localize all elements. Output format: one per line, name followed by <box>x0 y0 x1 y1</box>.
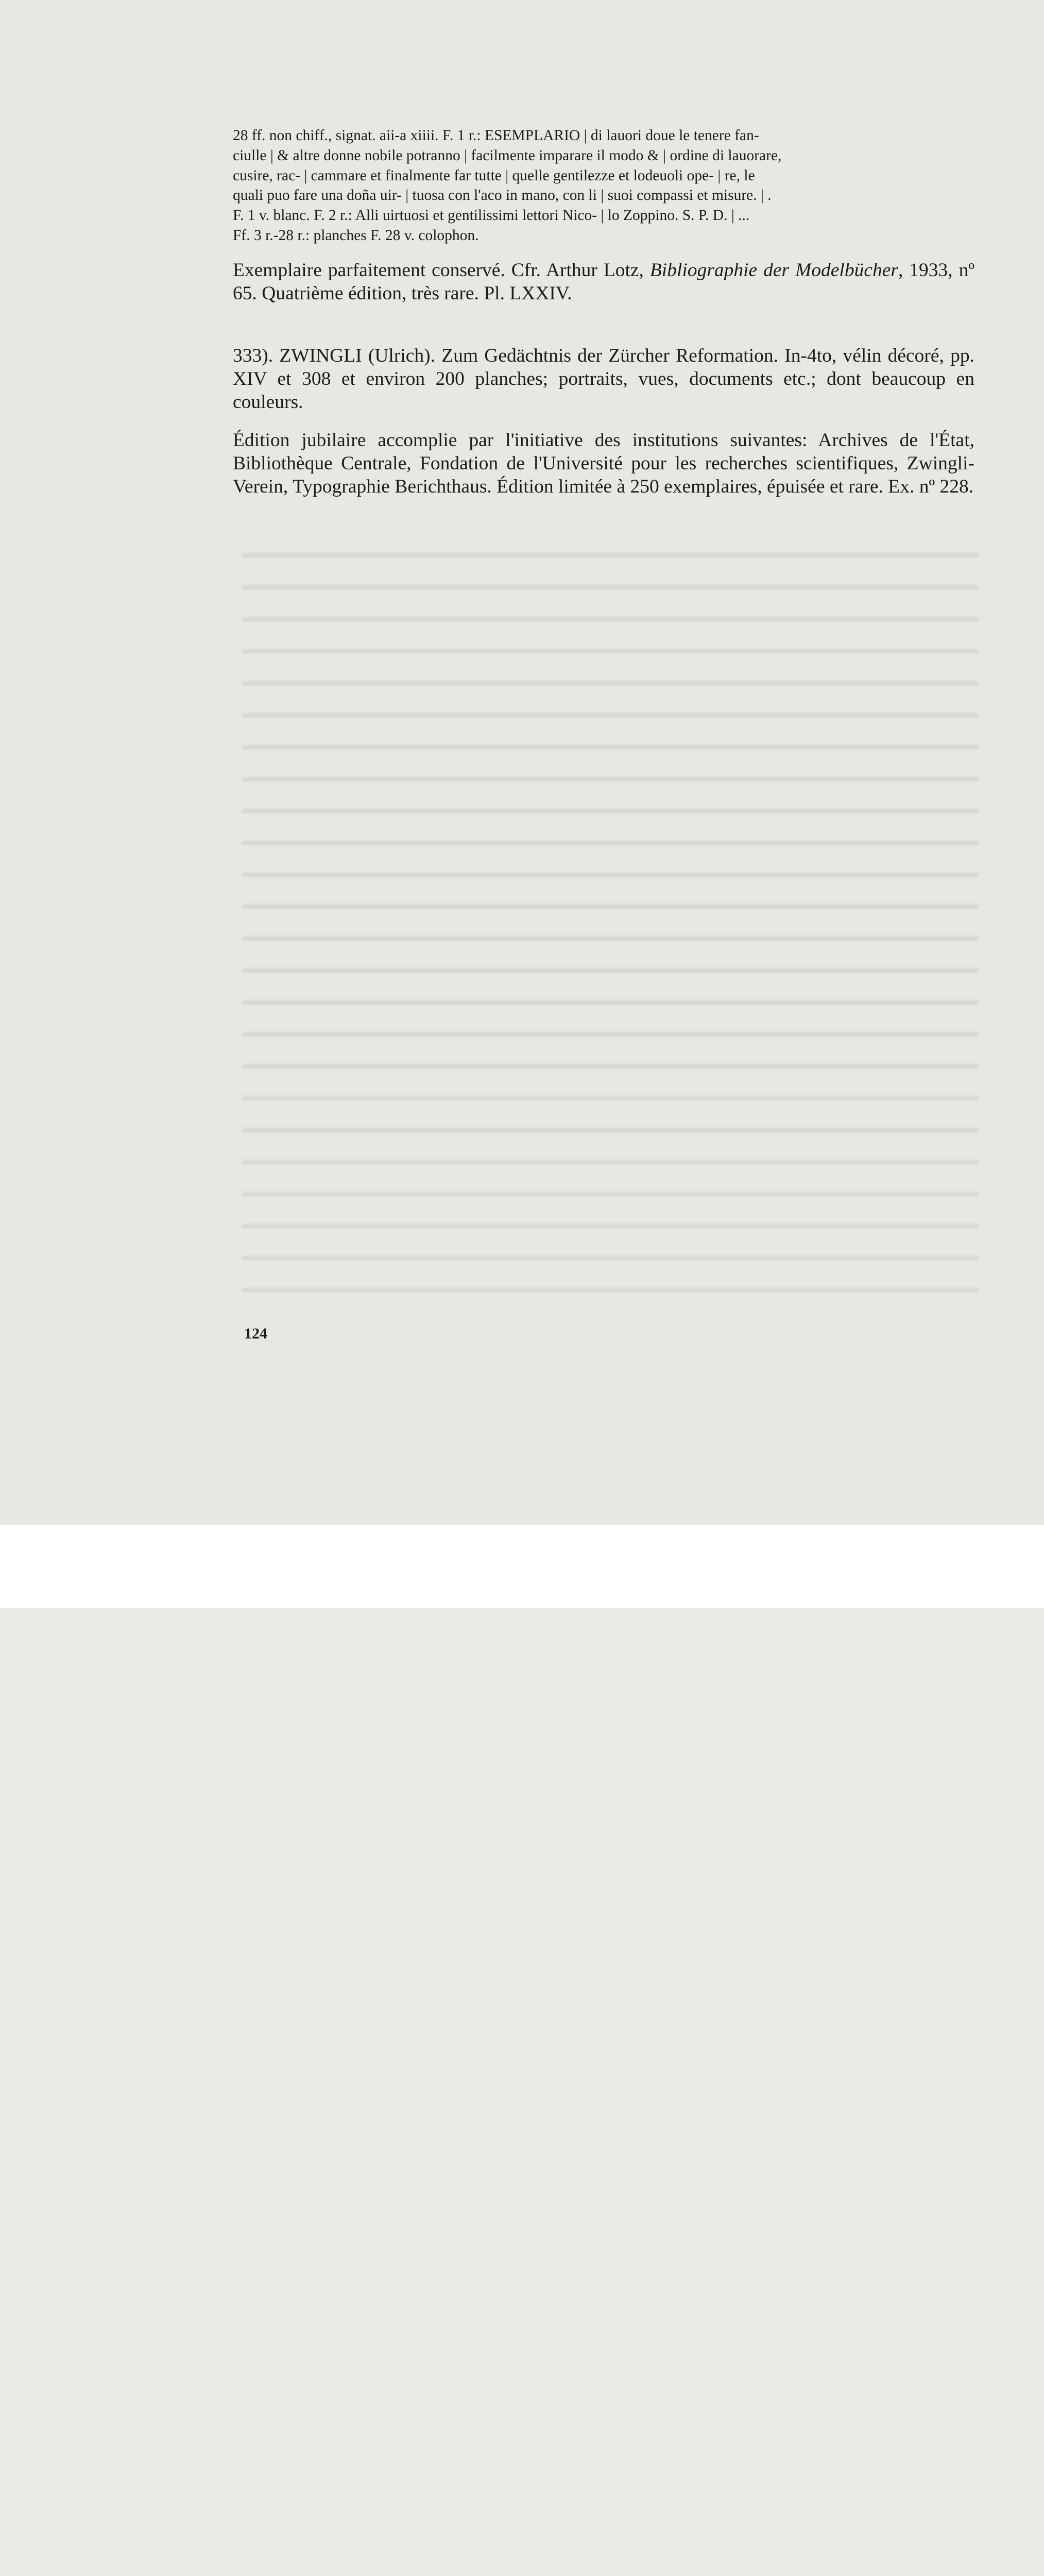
bleed-through-texture <box>242 536 979 1319</box>
collation-line: Ff. 3 r.-28 r.: planches F. 28 v. colophon. <box>233 227 479 244</box>
entry-332-note <box>233 259 974 305</box>
collation-line: ciulle | & altre donne nobile potranno | facilmente imparare il modo & | ordine di lauorare, <box>233 147 782 164</box>
entry-332-collation <box>233 126 974 246</box>
collation-line: cusire, rac- | cammare et finalmente far tutte | quelle gentilezze et lodeuoli ope- | re, le <box>233 167 755 184</box>
collation-line: quali puo fare una doña uir- | tuosa con l'aco in mano, con li | suoi compassi et misure. | . <box>233 187 772 204</box>
collation-line: 28 ff. non chiff., signat. aii-a xiiii. F. 1 r.: ESEMPLARIO | di lauori doue le tenere fan- <box>233 127 759 144</box>
note-text: Exemplaire parfaitement conservé. Cfr. Arthur Lotz, <box>233 260 650 281</box>
collation-line: F. 1 v. blanc. F. 2 r.: Alli uirtuosi et gentilissimi lettori Nico- | lo Zoppino. S. P. D. | ... <box>233 207 750 224</box>
footer-bar <box>0 1525 1044 1608</box>
note-citation-title: Bibliographie der Modelbücher <box>649 260 898 281</box>
entry-333-heading: 333). ZWINGLI (Ulrich). Zum Gedächtnis der Zürcher Reformation. In-4to, vélin décoré, pp. XIV et 308 et environ 200 planches; portraits, vues, documents etc.; dont beaucoup en couleurs. <box>233 345 974 413</box>
page-number: 124 <box>244 1325 267 1342</box>
entry-333-note: Édition jubilaire accomplie par l'initiative des institutions suivantes: Archives de l'État, Bibliothèque Centrale, Fondation de l'Université pour les recherches scientifiques, Zwingli-Verein, Typographie Berichthaus. Édition limitée à 250 exemplaires, épuisée et rare. Ex. nº 228. <box>233 430 974 497</box>
note-text: , 1933, nº 65. Quatrième édition, très rare. Pl. LXXIV. <box>233 260 974 304</box>
